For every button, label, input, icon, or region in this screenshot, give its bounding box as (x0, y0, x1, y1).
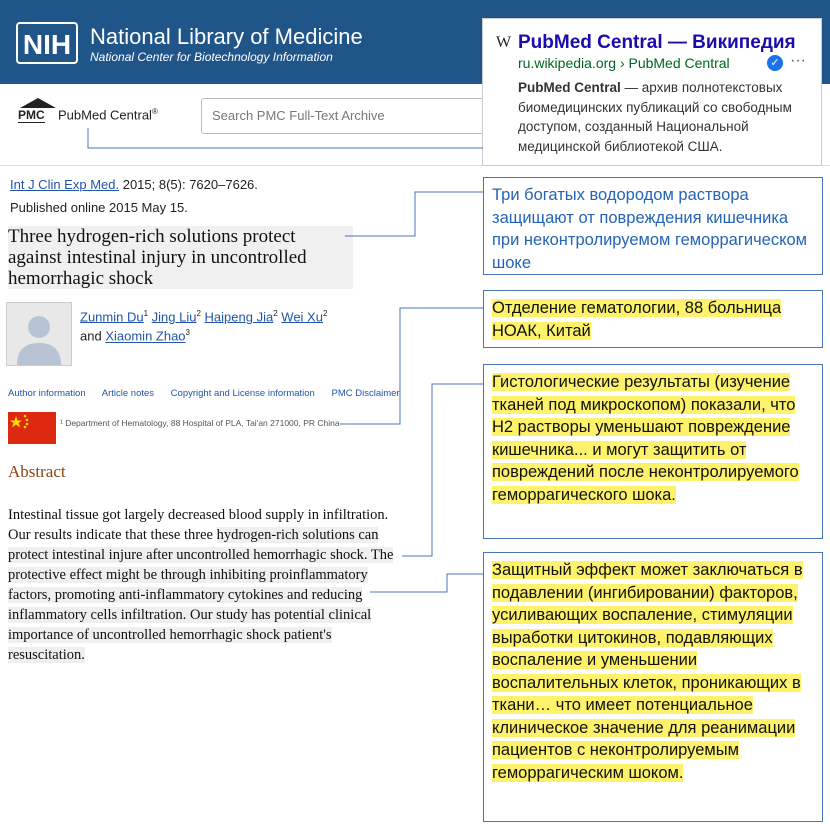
author-link[interactable]: Jing Liu (151, 309, 197, 325)
more-options-icon[interactable]: ··· (790, 52, 806, 69)
callout-affiliation: Отделение гематологии, 88 больница НОАК, Китай (483, 290, 823, 348)
callout-results: Гистологические результаты (изучение тканей под микроскопом) показали, что H2 растворы уменьшают повреждение кишечника... и могут защитить от повреждений после неконтролируемого геморрагического шока. (483, 364, 823, 539)
wikipedia-title[interactable]: PubMed Central — Википедия (518, 32, 796, 53)
author-information-link[interactable]: Author information (8, 388, 86, 399)
abstract-heading: Abstract (8, 462, 66, 481)
verified-check-icon: ✓ (767, 55, 783, 71)
author-avatar (6, 302, 72, 366)
pmc-name[interactable]: PubMed Central® (58, 107, 158, 123)
disclaimer-link[interactable]: PMC Disclaimer (331, 388, 400, 399)
article-title: Three hydrogen-rich solutions protect against intestinal injury in uncontrolled hemorrhagic shock (8, 226, 353, 289)
article-info-links (8, 388, 414, 399)
author-link[interactable]: Zunmin Du (80, 309, 144, 325)
published-date: Published online 2015 May 15. (10, 200, 188, 215)
nih-logo[interactable]: NIH (16, 22, 78, 64)
affiliation: ¹ Department of Hematology, 88 Hospital of PLA, Tai'an 271000, PR China (60, 418, 340, 428)
copyright-link[interactable]: Copyright and License information (170, 388, 315, 399)
connector-title (345, 192, 483, 236)
search-input[interactable]: Search PMC Full-Text Archive (201, 98, 491, 134)
author-link[interactable]: Wei Xu (281, 309, 323, 325)
author-list: Zunmin Du$^1$ Jing Liu$^2$ Haipeng Jia$^2$ Wei Xu$^2$ and Xiaomin Zhao$^3$ (80, 309, 328, 344)
ncbi-subtitle: National Center for Biotechnology Information (90, 50, 333, 64)
journal-link[interactable]: Int J Clin Exp Med. (10, 177, 120, 192)
china-flag-icon (8, 412, 56, 444)
wikipedia-url[interactable]: ru.wikipedia.org › PubMed Central (518, 55, 730, 71)
nlm-title[interactable]: National Library of Medicine (90, 24, 363, 49)
pmc-logo-text[interactable]: PMC (18, 108, 45, 122)
citation: Int J Clin Exp Med. 2015; 8(5): 7620–7626. (10, 177, 258, 192)
callout-mechanism: Защитный эффект может заключаться в подавлении (ингибировании) факторов, усиливающих воспаление, стимуляции выработки цитокинов, подавляющих воспаление и уменьшении воспалительных клеток, проникающих в ткани… что имеет потенциальное клиническое значение для реанимации пациентов с неконтролируемым геморрагическим шоком. (483, 552, 823, 822)
connector-results (402, 384, 483, 556)
author-link[interactable]: Haipeng Jia (204, 309, 274, 325)
article-notes-link[interactable]: Article notes (101, 388, 155, 399)
wikipedia-icon: W (496, 34, 512, 51)
author-link[interactable]: Xiaomin Zhao (105, 328, 186, 344)
user-icon (7, 303, 71, 365)
wikipedia-description: PubMed Central — архив полнотекстовых биомедицинских публикаций со свободным доступом, созданный Национальной медицинской библиотекой США. (518, 80, 792, 154)
callout-title-translation: Три богатых водородом раствора защищают от повреждения кишечника при неконтролируемом геморрагическом шоке (483, 177, 823, 275)
abstract-text: Intestinal tissue got largely decreased blood supply in infiltration. Our results indicate that these three hydrogen-rich solutions can protect intestinal injure after uncontrolled hemorrhagic shock. The protective effect might be through inhibiting proinflammatory factors, promoting anti-inflammatory cytokines and reducing inflammatory cells infiltration. Our study has potential clinical importance of uncontrolled hemorrhagic shock patient's resuscitation. (8, 507, 394, 663)
